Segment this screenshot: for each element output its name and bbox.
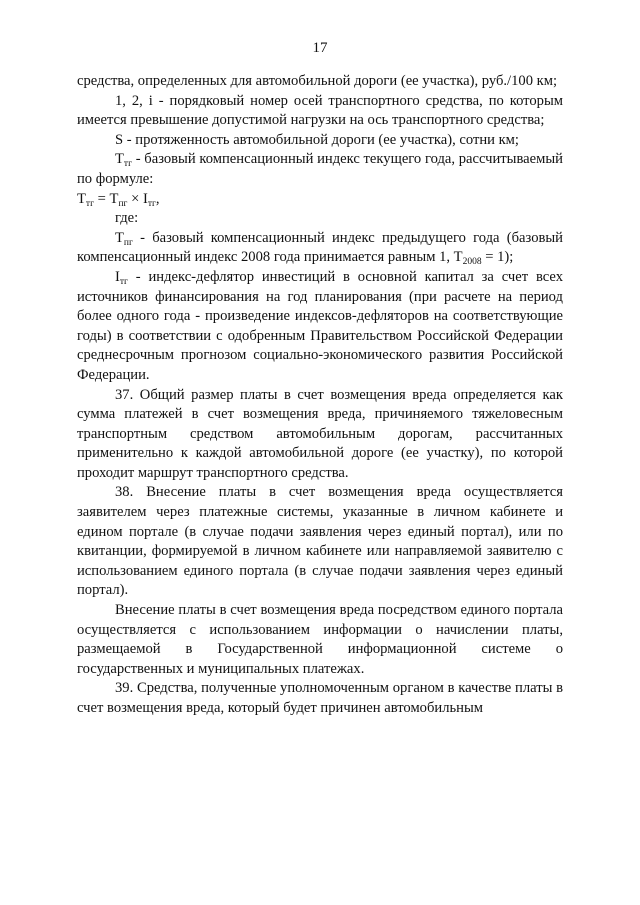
paragraph: S - протяженность автомобильной дороги (ее участка), сотни км; <box>115 131 519 148</box>
page-number: 17 <box>312 40 328 56</box>
paragraph: средства, определенных для автомобильной дороги (ее участка), руб./100 км; <box>77 73 558 89</box>
paragraph-item-37: 37. Общий размер платы в счет возмещения вреда определяется как сумма платежей в счет возмещения вреда, причиняемого тяжеловесным транспортным средством автомобильным дорогам, рассчитанных применительно к каждой автомобильной дороге (ее участку), по которой проходит маршрут транспортного средства. <box>77 386 563 481</box>
paragraph-tg-definition <box>77 150 563 189</box>
subscript: тг <box>123 159 132 170</box>
paragraph-item-39: 39. Средства, полученные уполномоченным органом в качестве платы в счет возмещения вреда, который будет причинен автомобильным <box>77 680 563 716</box>
paragraph: Внесение платы в счет возмещения вреда посредством единого портала осуществляется с использованием информации о начислении платы, размещаемой в Государственной информационной системе о государственных и муниципальных платежах. <box>77 602 563 677</box>
formula: $T_{тг} = T_{пг} \times I_{тг}$, <box>77 190 160 209</box>
paragraph: где: <box>115 210 139 227</box>
document-body <box>77 72 563 719</box>
paragraph-item-38: 38. Внесение платы в счет возмещения вреда осуществляется заявителем через платежные системы, указанные в личном кабинете и едином портале (в случае подачи заявления через единый портал), или по квитанции, формируемой в личном кабинете или направляемой заявителю с использованием единого портала (в случае подачи заявления через единый портал). <box>77 484 563 599</box>
paragraph-index-definition: $I_{тг}$ - индекс-дефлятор инвестиций в основной капитал за счет всех источников финансирования на год планирования (при расчете на период более одного года - произведение индексов-дефляторов на соответствующие годы) в соответствии с одобренным Правительством Российской Федерации среднесрочным прогнозом социально-экономического развития Российской Федерации. <box>77 268 563 383</box>
symbol: T <box>115 151 124 168</box>
paragraph-text: - базовый компенсационный индекс текущего года, рассчитываемый по формуле: <box>77 151 563 187</box>
paragraph-pg-definition: $T_{пг}$ - базовый компенсационный индекс предыдущего года (базовый компенсационный индекс 2008 года принимается равным 1, $T_{2008} = 1$); <box>77 229 563 268</box>
paragraph: 1, 2, i - порядковый номер осей транспортного средства, по которым имеется превышение допустимой нагрузки на ось транспортного средства; <box>77 92 563 129</box>
